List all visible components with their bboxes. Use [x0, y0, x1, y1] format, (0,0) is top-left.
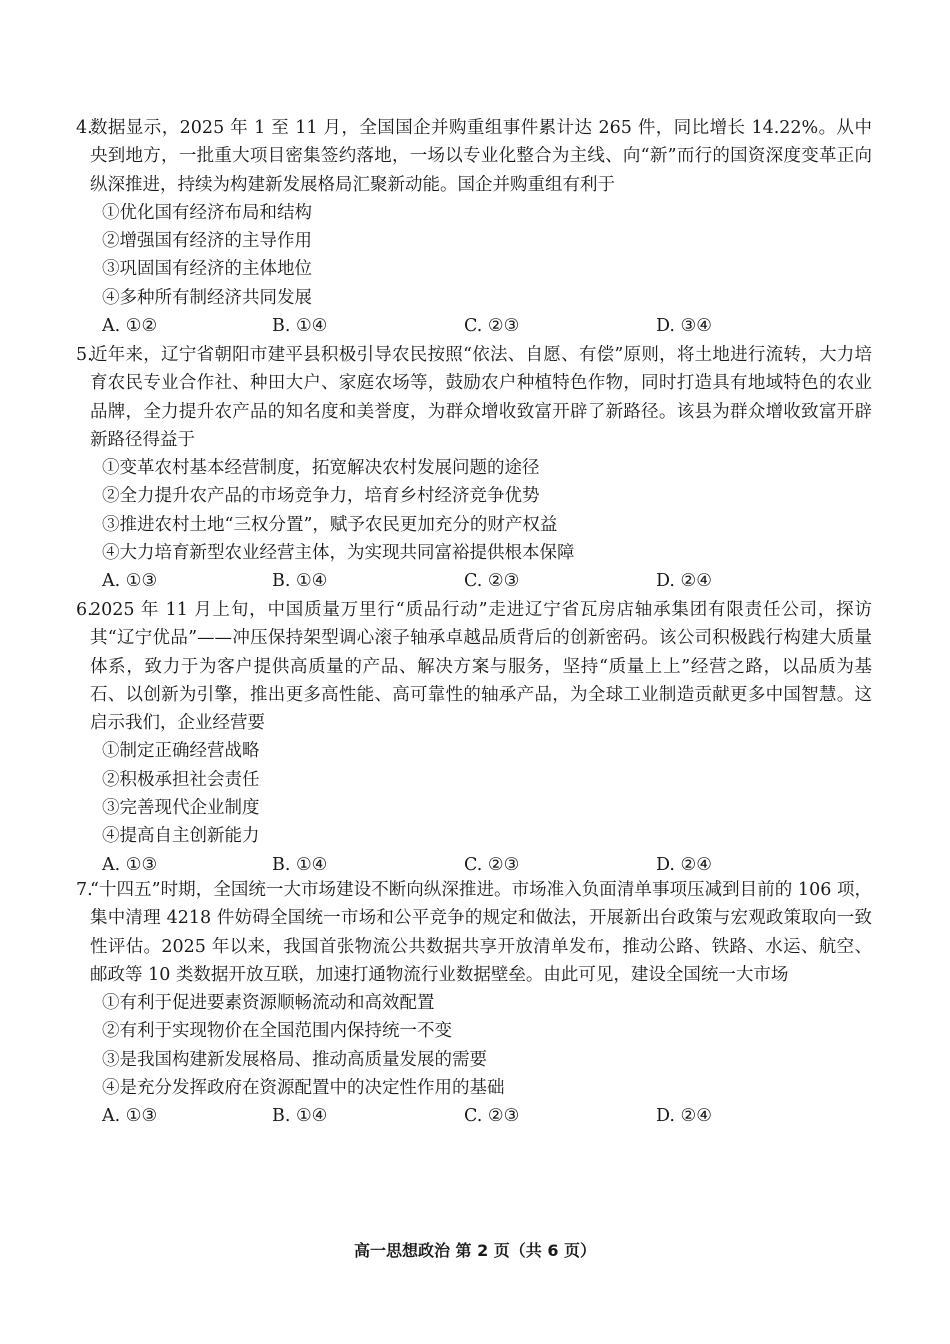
question-stem — [76, 876, 872, 989]
question-text: “十四五”时期，全国统一大市场建设不断向纵深推进。市场准入负面清单事项压减到目前的 106 项，集中清理 4218 件妨碍全国统一市场和公平竞争的规定和做法，开展新出台政策与宏观政策取向一致性评估。2025 年以来，我国首张物流公共数据共享开放清单发布，推动公路、铁路、水运、航空、邮政等 10 类数据开放互联，加速打通物流行业数据壁垒。由此可见，建设全国统一大市场 — [90, 880, 872, 985]
question-number: 6. — [76, 600, 93, 620]
option-3: ③完善现代企业制度 — [102, 798, 260, 819]
option-2: ②全力提升农产品的市场竞争力，培育乡村经济竞争优势 — [102, 486, 540, 507]
question-stem — [76, 596, 872, 737]
choice-c[interactable]: C. ②③ — [464, 1106, 520, 1127]
option-1: ①优化国有经济布局和结构 — [102, 202, 312, 223]
option-2: ②积极承担社会责任 — [102, 769, 260, 790]
question-stem — [76, 114, 872, 199]
choice-c[interactable]: C. ②③ — [464, 316, 520, 337]
choice-a[interactable]: A. ①③ — [102, 571, 158, 592]
choice-c[interactable]: C. ②③ — [464, 571, 520, 592]
option-3: ③是我国构建新发展格局、推动高质量发展的需要 — [102, 1049, 487, 1070]
choice-b[interactable]: B. ①④ — [272, 1106, 328, 1127]
choice-b[interactable]: B. ①④ — [272, 854, 328, 875]
question-number: 4. — [76, 118, 93, 138]
choice-b[interactable]: B. ①④ — [272, 316, 328, 337]
question-text: 数据显示，2025 年 1 至 11 月，全国国企并购重组事件累计达 265 件，同比增长 14.22%。从中央到地方，一批重大项目密集签约落地，一场以专业化整合为主线、向“新”而行的国资深度变革正向纵深推进，持续为构建新发展格局汇聚新动能。国企并购重组有利于 — [90, 118, 872, 195]
choice-d[interactable]: D. ③④ — [656, 316, 712, 337]
choice-a[interactable]: A. ①② — [102, 316, 158, 337]
choice-d[interactable]: D. ②④ — [656, 571, 712, 592]
question-5 — [0, 341, 950, 595]
option-4: ④是充分发挥政府在资源配置中的决定性作用的基础 — [102, 1078, 505, 1099]
answer-choices — [0, 851, 950, 879]
option-2: ②有利于实现物价在全国范围内保持统一不变 — [102, 1021, 452, 1042]
answer-choices — [0, 1102, 950, 1130]
answer-choices — [0, 312, 950, 340]
page-footer: 高一思想政治 第 2 页（共 6 页） — [353, 1241, 597, 1260]
option-3: ③巩固国有经济的主体地位 — [102, 259, 312, 280]
option-1: ①变革农村基本经营制度，拓宽解决农村发展问题的途径 — [102, 458, 540, 479]
question-text: 2025 年 11 月上旬，中国质量万里行“质品行动”走进辽宁省瓦房店轴承集团有限责任公司，探访其“辽宁优品”——冲压保持架型调心滚子轴承卓越品质背后的创新密码。该公司积极践行构建大质量体系，致力于为客户提供高质量的产品、解决方案与服务，坚持“质量上上”经营之路，以品质为基石、以创新为引擎，推出更多高性能、高可靠性的轴承产品，为全球工业制造贡献更多中国智慧。这启示我们，企业经营要 — [90, 600, 872, 734]
question-6 — [0, 596, 950, 879]
choice-d[interactable]: D. ②④ — [656, 1106, 712, 1127]
choice-a[interactable]: A. ①③ — [102, 854, 158, 875]
question-text: 近年来，辽宁省朝阳市建平县积极引导农民按照“依法、自愿、有偿”原则，将土地进行流转，大力培育农民专业合作社、种田大户、家庭农场等，鼓励农户种植特色作物，同时打造具有地域特色的农业品牌，全力提升农产品的知名度和美誉度，为群众增收致富开辟了新路径。该县为群众增收致富开辟新路径得益于 — [90, 345, 872, 450]
question-7 — [0, 876, 950, 1130]
choice-a[interactable]: A. ①③ — [102, 1106, 158, 1127]
option-1: ①有利于促进要素资源顺畅流动和高效配置 — [102, 993, 435, 1014]
choice-d[interactable]: D. ②④ — [656, 854, 712, 875]
option-4: ④多种所有制经济共同发展 — [102, 287, 312, 308]
question-number: 5. — [76, 345, 93, 365]
option-2: ②增强国有经济的主导作用 — [102, 231, 312, 252]
question-stem — [76, 341, 872, 454]
choice-b[interactable]: B. ①④ — [272, 571, 328, 592]
question-number: 7. — [76, 880, 93, 900]
option-4: ④提高自主创新能力 — [102, 826, 260, 847]
option-1: ①制定正确经营战略 — [102, 741, 260, 762]
option-3: ③推进农村土地“三权分置”，赋予农民更加充分的财产权益 — [102, 514, 558, 535]
answer-choices — [0, 567, 950, 595]
choice-c[interactable]: C. ②③ — [464, 854, 520, 875]
question-4 — [0, 114, 950, 340]
option-4: ④大力培育新型农业经营主体，为实现共同富裕提供根本保障 — [102, 543, 575, 564]
